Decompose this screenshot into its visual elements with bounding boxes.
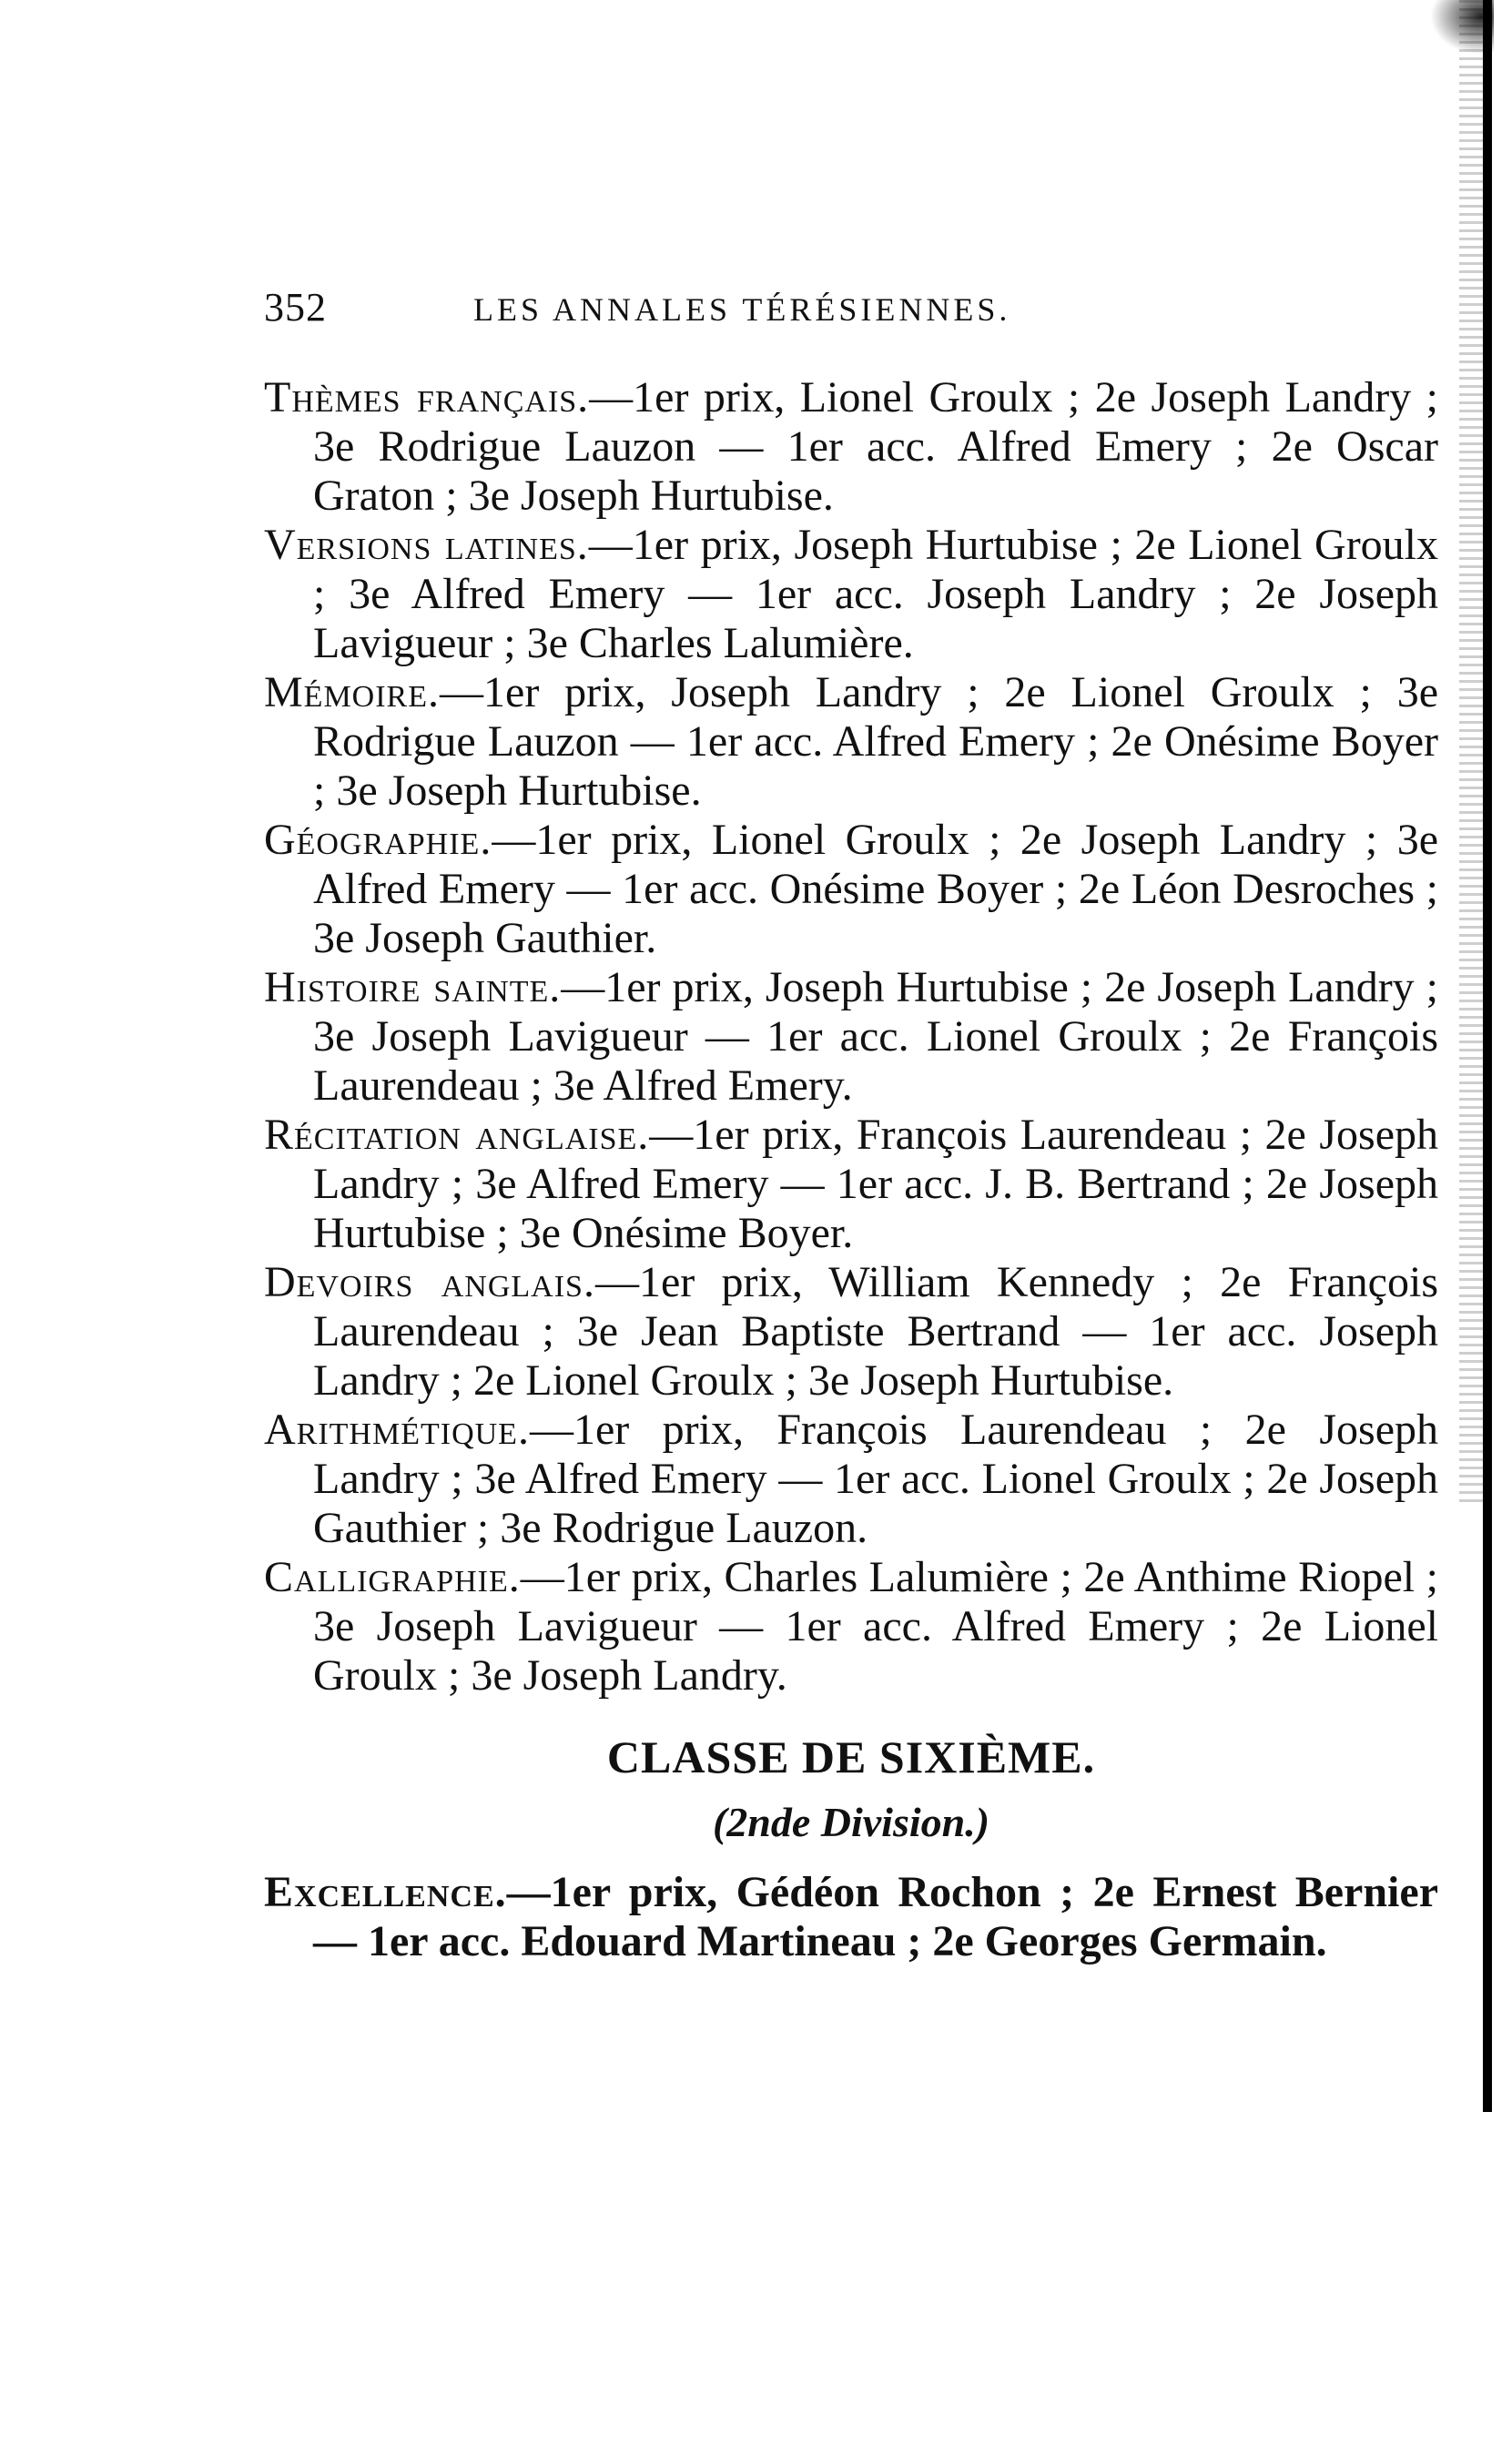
entry-heading: Géographie. xyxy=(264,816,492,864)
section-subheading: (2nde Division.) xyxy=(712,1799,990,1845)
prize-entry-devoirs-anglais xyxy=(264,1258,1438,1406)
page-header xyxy=(264,284,1384,339)
entry-heading: Devoirs anglais. xyxy=(264,1258,595,1306)
entry-text: —1er prix, Lionel Groulx ; 2e Joseph Landry ; 3e Alfred Emery — 1er acc. Onésime Boyer ; 2e Léon Desroches ; 3e Joseph Gauthier. xyxy=(313,816,1438,962)
prize-entry-geographie xyxy=(264,816,1438,963)
prize-list xyxy=(264,373,1438,1966)
entry-heading: Excellence. xyxy=(264,1868,507,1916)
entry-heading: Versions latines. xyxy=(264,521,589,569)
prize-entry-excellence xyxy=(264,1868,1438,1966)
entry-heading: Histoire sainte. xyxy=(264,963,562,1011)
prize-entry-calligraphie xyxy=(264,1553,1438,1701)
entry-text: —1er prix, William Kennedy ; 2e François Laurendeau ; 3e Jean Baptiste Bertrand — 1er acc. Joseph Landry ; 2e Lionel Groulx ; 3e Joseph Hurtubise. xyxy=(313,1258,1438,1405)
prize-entry-recitation-anglaise xyxy=(264,1111,1438,1258)
running-title: LES ANNALES TÉRÉSIENNES. xyxy=(473,291,1011,328)
prize-entry-arithmetique xyxy=(264,1406,1438,1553)
prize-entry-memoire xyxy=(264,668,1438,816)
entry-text: —1er prix, Joseph Landry ; 2e Lionel Groulx ; 3e Rodrigue Lauzon — 1er acc. Alfred Emery ; 2e Onésime Boyer ; 3e Joseph Hurtubise. xyxy=(313,668,1438,815)
entry-heading: Calligraphie. xyxy=(264,1553,521,1601)
prize-entry-histoire-sainte xyxy=(264,963,1438,1111)
entry-text: —1er prix, Gédéon Rochon ; 2e Ernest Bernier — 1er acc. Edouard Martineau ; 2e Georges Germain. xyxy=(313,1868,1438,1965)
entry-heading: Arithmétique. xyxy=(264,1406,530,1454)
section-heading: CLASSE DE SIXIÈME. xyxy=(606,1731,1096,1782)
page-edge-shadow xyxy=(1459,0,1483,1502)
prize-entry-versions-latines xyxy=(264,521,1438,668)
entry-heading: Thèmes français. xyxy=(264,373,590,421)
entry-heading: Récitation anglaise. xyxy=(264,1111,650,1159)
page-edge xyxy=(1483,0,1492,2112)
prize-entry-themes-francais xyxy=(264,373,1438,521)
page-number: 352 xyxy=(264,285,327,330)
entry-text: —1er prix, François Laurendeau ; 2e Joseph Landry ; 3e Alfred Emery — 1er acc. J. B. Bertrand ; 2e Joseph Hurtubise ; 3e Onésime Boyer. xyxy=(313,1111,1438,1257)
entry-text: —1er prix, Joseph Hurtubise ; 2e Lionel Groulx ; 3e Alfred Emery — 1er acc. Joseph Landry ; 2e Joseph Lavigueur ; 3e Charles Lalumière. xyxy=(313,521,1439,667)
entry-text: —1er prix, Joseph Hurtubise ; 2e Joseph Landry ; 3e Joseph Lavigueur — 1er acc. Lionel Groulx ; 2e François Laurendeau ; 3e Alfred Emery. xyxy=(313,963,1439,1110)
entry-text: —1er prix, Charles Lalumière ; 2e Anthime Riopel ; 3e Joseph Lavigueur — 1er acc. Alfred Emery ; 2e Lionel Groulx ; 3e Joseph Landry. xyxy=(313,1553,1438,1700)
entry-text: —1er prix, François Laurendeau ; 2e Joseph Landry ; 3e Alfred Emery — 1er acc. Lionel Groulx ; 2e Joseph Gauthier ; 3e Rodrigue Lauzon. xyxy=(313,1406,1438,1552)
entry-heading: Mémoire. xyxy=(264,668,441,716)
entry-text: —1er prix, Lionel Groulx ; 2e Joseph Landry ; 3e Rodrigue Lauzon — 1er acc. Alfred Emery ; 2e Oscar Graton ; 3e Joseph Hurtubise. xyxy=(313,373,1438,520)
